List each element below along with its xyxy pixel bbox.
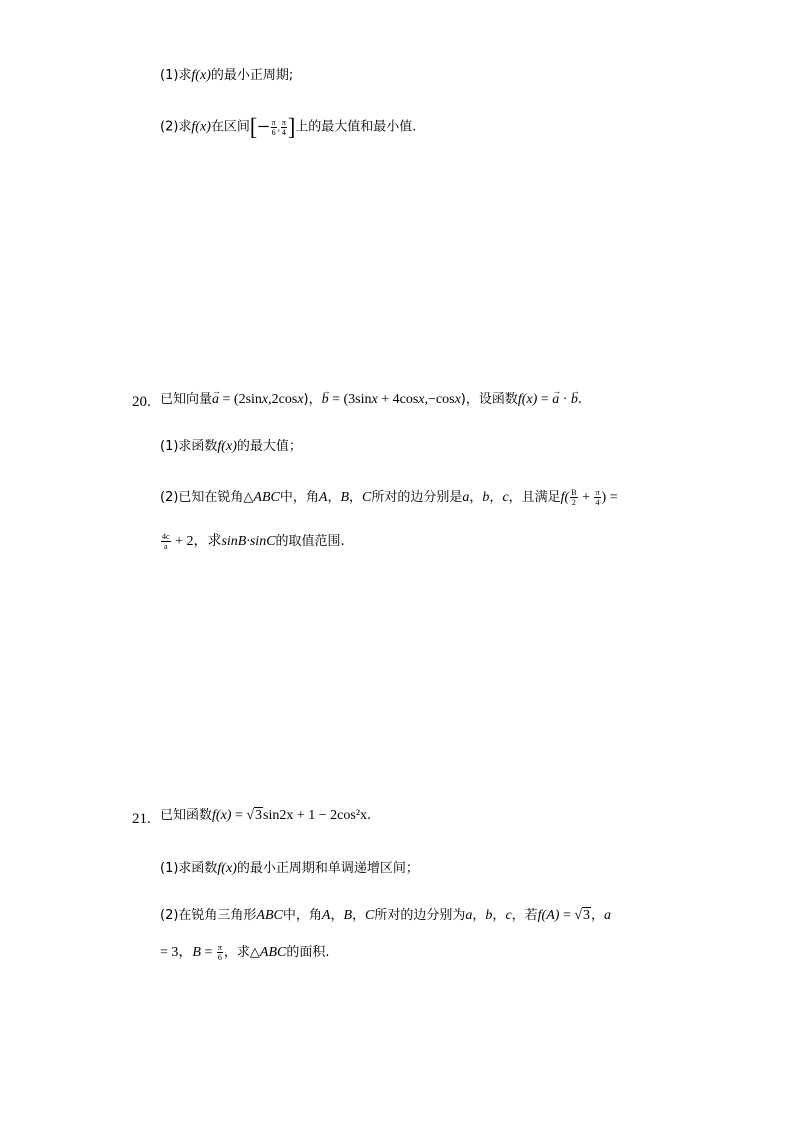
q20-stem: 已知向量→ a = (2sinx,2cosx)，→ b = (3sinx + 4cosx,−cosx)，设函数f(x) = → a · → b. bbox=[160, 390, 582, 410]
interval-bracket-left: [− bbox=[249, 112, 270, 141]
question-number-20: 20. bbox=[132, 394, 151, 410]
fraction-pi-6: $\frac{\pi}{6}$ bbox=[271, 117, 276, 137]
fx-expr: f(x) bbox=[217, 861, 237, 876]
fx-expr: f(x) bbox=[217, 439, 237, 454]
fx-expr: f(x) bbox=[212, 808, 232, 823]
interval-bracket-right: ] bbox=[287, 112, 296, 141]
fraction-pi-6: $\frac{\pi}{6}$ bbox=[217, 943, 222, 962]
fx-expr: f(x) bbox=[517, 392, 538, 407]
fx-expr: f(x) bbox=[191, 119, 211, 135]
q21-part2: (2)在锐角三角形ABC中，角A，B，C所对的边分别为a，b，c，若f(A) = √3，a bbox=[160, 908, 612, 923]
q19-part2: (2)求f(x)在区间[− $\frac{\pi}{6}$ , $\frac{\pi}{4}$ ]上的最大值和最小值. bbox=[160, 112, 417, 141]
fraction-B-2: $\frac{B}{2}$ bbox=[571, 488, 577, 507]
sqrt-3: √3 bbox=[574, 908, 591, 923]
vector-a: → a bbox=[212, 390, 219, 410]
sqrt-3: √3 bbox=[246, 808, 263, 823]
q20-part1: (1)求函数f(x)的最大值； bbox=[160, 439, 302, 454]
q21-part1: (1)求函数f(x)的最小正周期和单调递增区间； bbox=[160, 861, 419, 876]
q20-part2-continued: $\frac{4c}{a}$ + 2，求sinB·sinC的取值范围. bbox=[162, 532, 345, 551]
vector-b: → b bbox=[571, 390, 578, 410]
vector-b: → b bbox=[322, 390, 329, 410]
fraction-4c-a: $\frac{4c}{a}$ bbox=[162, 532, 170, 551]
fx-expr: f(x) bbox=[191, 68, 211, 83]
q19-part1: (1)求f(x)的最小正周期; bbox=[160, 68, 294, 83]
fraction-pi-4: $\frac{\pi}{4}$ bbox=[281, 117, 286, 137]
vector-a: → a bbox=[552, 390, 559, 410]
fraction-pi-4: $\frac{\pi}{4}$ bbox=[595, 488, 600, 507]
question-number-21: 21. bbox=[132, 811, 151, 827]
q21-part2-continued: = 3，B = $\frac{\pi}{6}$ ，求△ABC的面积. bbox=[160, 943, 330, 962]
q20-part2: (2)已知在锐角△ABC中，角A，B，C所对的边分别是a，b，c，且满足f( $\frac{B}{2}$ + $\frac{\pi}{4}$ ) = bbox=[160, 488, 618, 507]
q21-stem: 已知函数f(x) = √3sin2x + 1 − 2cos²x. bbox=[160, 808, 372, 823]
